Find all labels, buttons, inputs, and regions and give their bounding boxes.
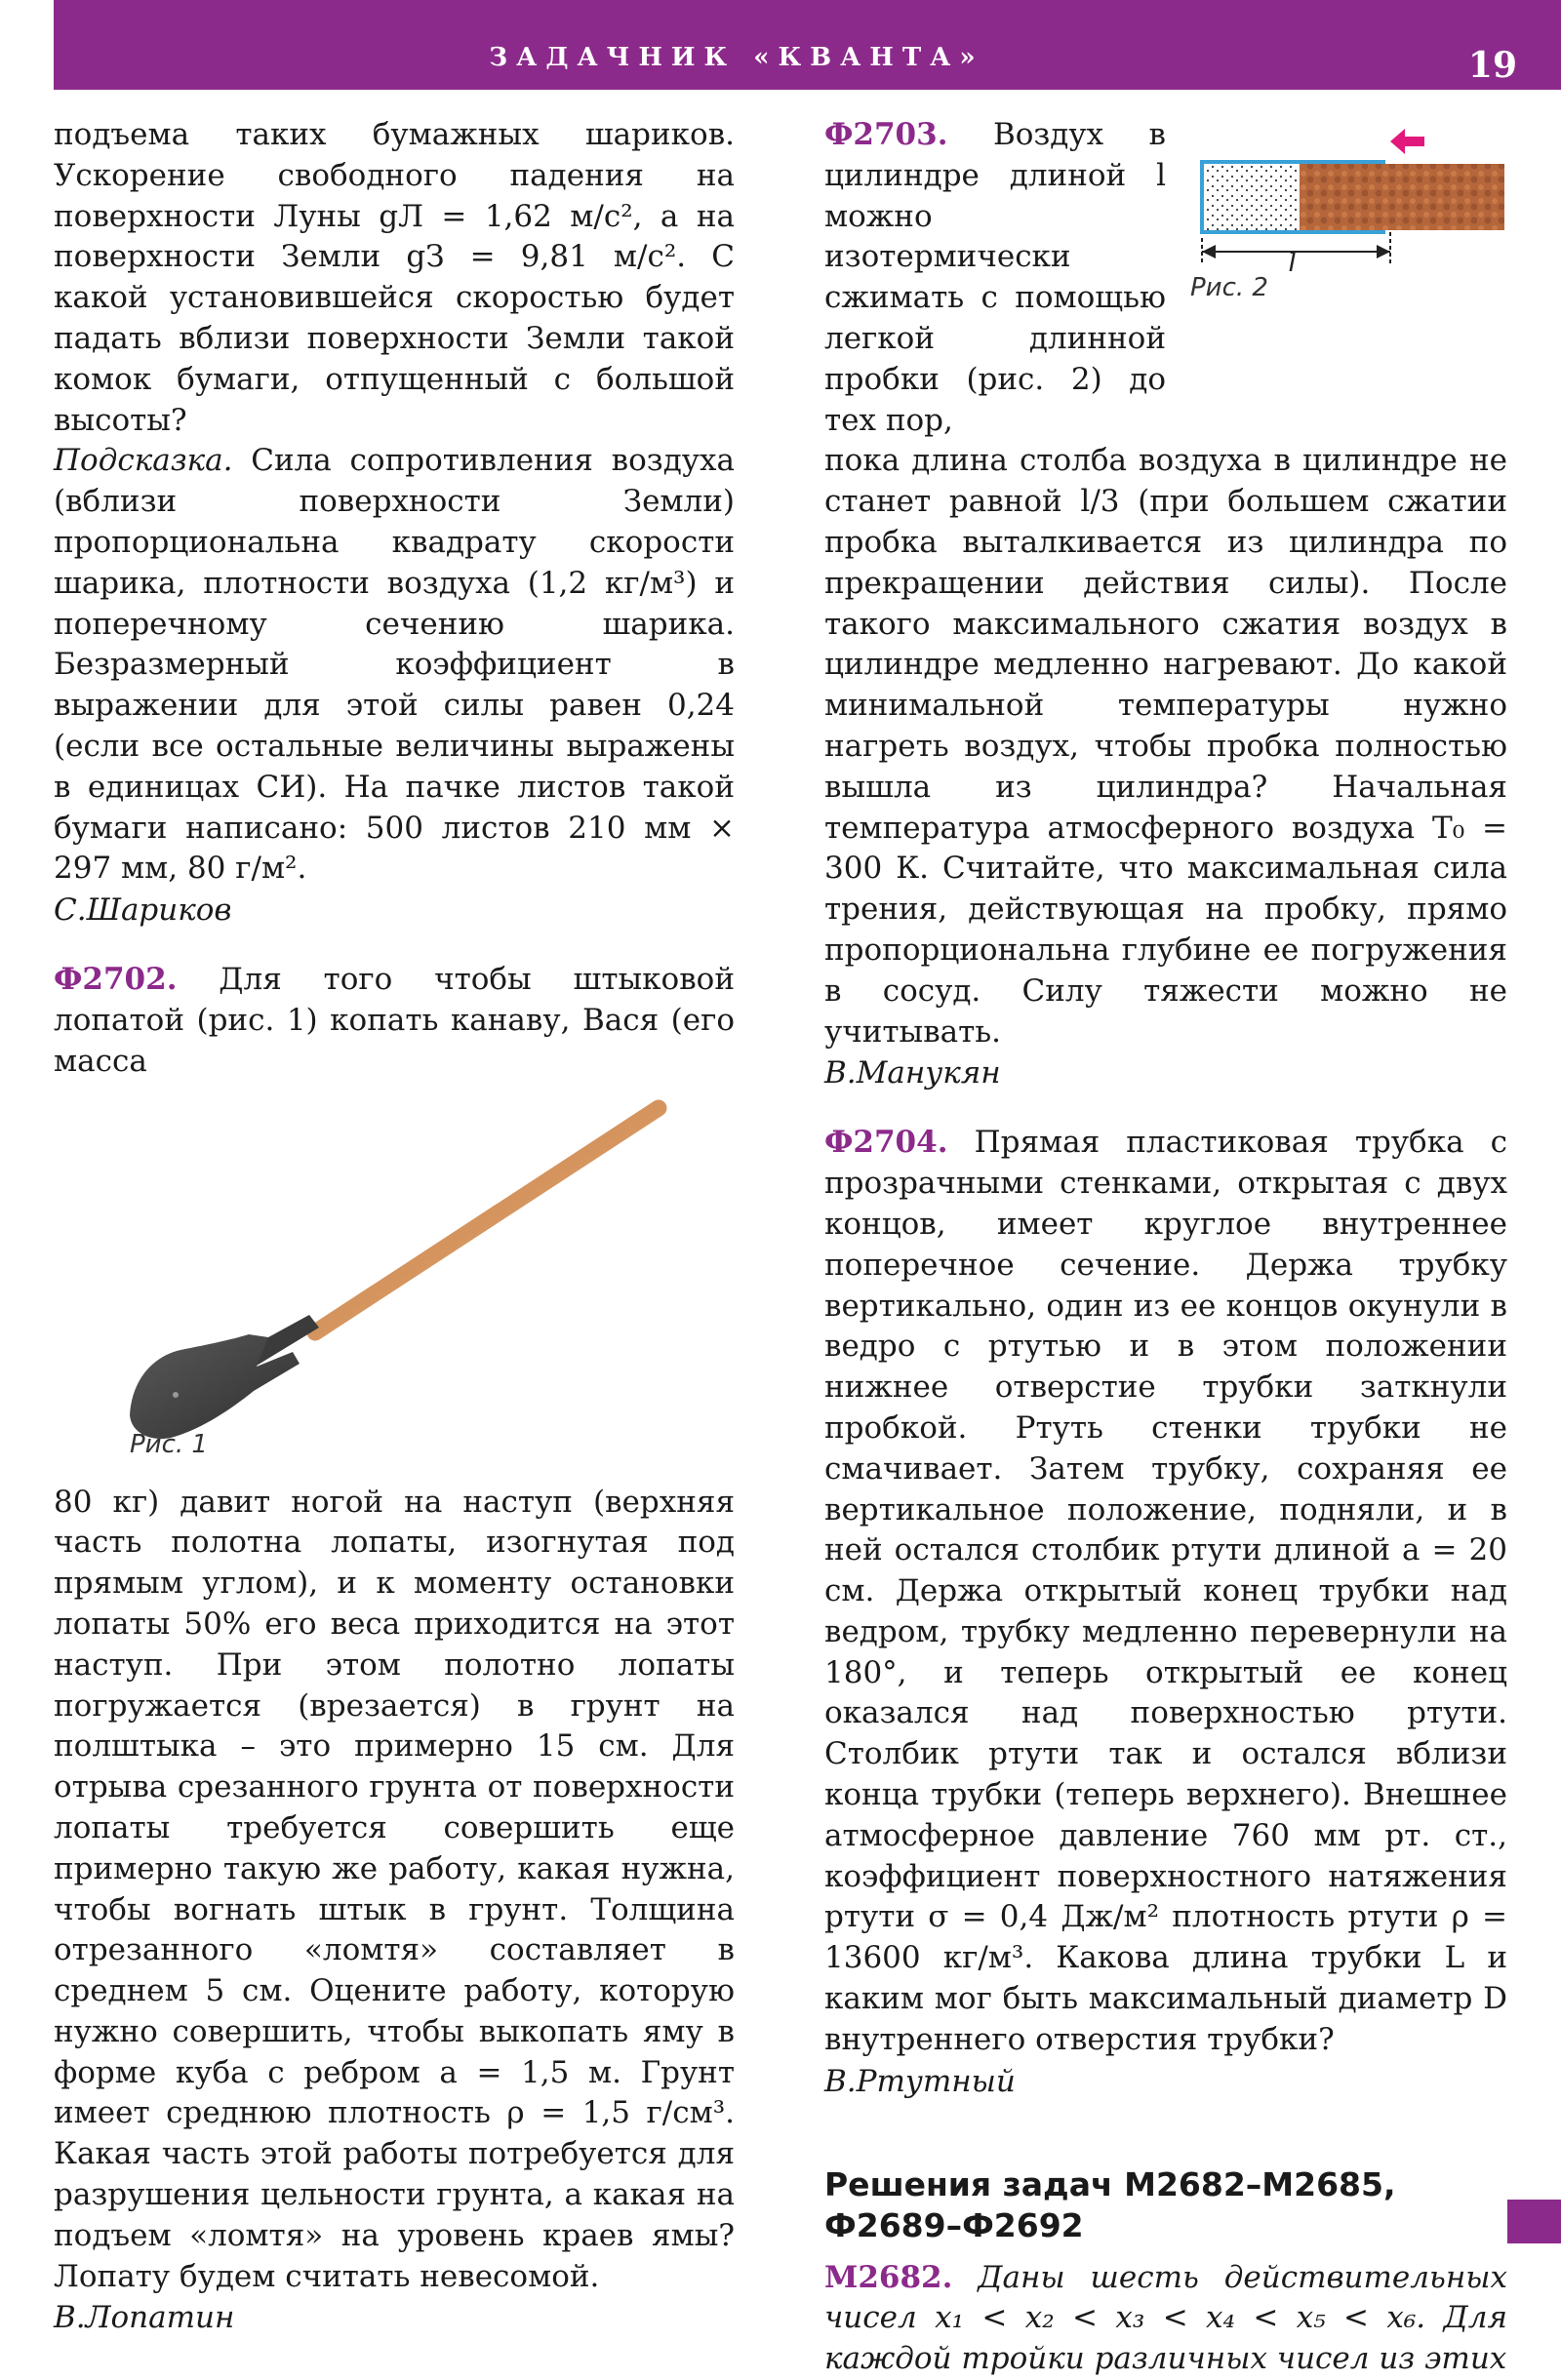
problem-f2704: [824, 1123, 1507, 2060]
air-column: [1202, 164, 1300, 230]
problem-id-f2703: Ф2703.: [824, 117, 948, 152]
problem-id-m2682: М2682.: [824, 2259, 953, 2295]
shovel-handle: [315, 1108, 659, 1332]
figure-2-caption: Рис. 2: [1190, 273, 1268, 302]
hint-label: Подсказка.: [54, 443, 233, 479]
figure-2-length-label: l: [1288, 248, 1297, 271]
author-sharikov: С.Шариков: [54, 892, 232, 929]
right-column: [824, 115, 1507, 2380]
problem-id-f2704: Ф2704.: [824, 1125, 948, 1161]
problem-id-f2702: Ф2702.: [54, 962, 178, 998]
journal-section-title: ЗАДАЧНИК «КВАНТА»: [489, 43, 984, 72]
cylinder-illustration: [1190, 115, 1507, 271]
author-rtutny: В.Ртутный: [824, 2063, 1016, 2099]
left-column: [54, 115, 735, 2338]
solutions-heading-line2: Ф2689–Ф2692: [824, 2205, 1084, 2244]
page-header: [54, 0, 1561, 90]
problem-f2703-top: [824, 115, 1507, 441]
f2703-text-top: Воздух в цилиндре длиной l можно изотермически сжимать с помощью легкой длинной пробки (рис. 2) до тех пор,: [824, 117, 1166, 438]
author-lopatin: В.Лопатин: [54, 2300, 235, 2336]
f2704-text: Прямая пластиковая трубка с прозрачными стенками, открытая с двух концов, имеет круглое внутреннее поперечное сечение. Держа трубку вертикально, один из ее концов окунули в ведро с ртутью и в этом положении нижнее отверстие трубки заткнули пробкой. Ртуть стенки трубки не смачивает. Затем трубку, сохраняя ее вертикальное положение, подняли, и в ней остался столбик ртути длиной a = 20 см. Держа открытый конец трубки над ведром, трубку медленно перевернули на 180°, и теперь открытый ее конец оказался над поверхностью ртути. Столбик ртути так и остался вблизи конца трубки (теперь верхнего). Внешнее атмосферное давление 760 мм рт. ст., коэффициент поверхностного натяжения ртути σ = 0,4 Дж/м² плотность ртути ρ = 13600 кг/м³. Какова длина трубки L и каким мог быть максимальный диаметр D внутреннего отверстия трубки?: [824, 1125, 1507, 2057]
figure-2-cylinder: [1190, 115, 1507, 310]
arrow-icon: [1390, 129, 1424, 154]
page-number: 19: [1467, 45, 1517, 86]
shovel-illustration: [54, 1089, 735, 1479]
m2682-text: Даны шесть действительных чисел x₁ < x₂ < x₃ < x₄ < x₅ < x₆. Для каждой тройки различных чисел из этих: [824, 2259, 1507, 2377]
f2702-text-before: Для того чтобы штыковой лопатой (рис. 1) копать канаву, Вася (его масса: [54, 962, 735, 1079]
f2703-intro: [824, 115, 1166, 441]
hint-paragraph: [54, 441, 735, 890]
problem-f2701-continuation: подъема таких бумажных шариков. Ускорение свободного падения на поверхности Луны gЛ = 1,62 м/с², а на поверхности Земли gЗ = 9,81 м/с². С какой установившейся скоростью будет падать вблизи поверхности Земли такой комок бумаги, отпущенный с большой высоты?: [54, 117, 735, 438]
author-manukyan: В.Манукян: [824, 1055, 1001, 1091]
figure-1-shovel: [54, 1089, 735, 1479]
problem-f2703-body: пока длина столба воздуха в цилиндре не станет равной l/3 (при большем сжатии пробка выталкивается из цилиндра по прекращении действия силы). После такого максимального сжатия воздух в цилиндре медленно нагревают. До какой минимальной температуры нужно нагреть воздух, чтобы пробка полностью вышла из цилиндра? Начальная температура атмосферного воздуха T₀ = 300 К. Считайте, что максимальная сила трения, действующая на пробку, прямо пропорциональна глубине ее погружения в сосуд. Силу тяжести можно не учитывать.: [824, 443, 1507, 1050]
problem-f2702-body: 80 кг) давит ногой на наступ (верхняя часть полотна лопаты, изогнутая под прямым углом), и к моменту остановки лопаты 50% его веса приходится на этот наступ. При этом полотно лопаты погружается (врезается) в грунт на полштыка – это примерно 15 см. Для отрыва срезанного грунта от поверхности лопаты требуется совершить еще примерно такую же работу, какая нужна, чтобы вогнать штык в грунт. Толщина отрезанного «ломтя» составляет в среднем 5 см. Оцените работу, которую нужно совершить, чтобы выкопать яму в форме куба с ребром a = 1,5 м. Грунт имеет среднюю плотность ρ = 1,5 г/см³. Какая часть этой работы потребуется для разрушения цельности грунта, а какая на подъем «ломтя» на уровень краев ямы? Лопату будем считать невесомой.: [54, 1484, 735, 2294]
figure-1-caption: Рис. 1: [130, 1429, 208, 1459]
corner-accent-block: [1507, 2200, 1561, 2243]
cork-plug: [1300, 164, 1504, 230]
problem-f2702-intro: [54, 960, 735, 1082]
solution-m2682: [824, 2258, 1507, 2380]
solutions-heading-line1: Решения задач М2682–М2685,: [824, 2164, 1396, 2203]
hint-text: Сила сопротивления воздуха (вблизи поверхности Земли) пропорциональна квадрату скорости шарика, плотности воздуха (1,2 кг/м³) и поперечному сечению шарика. Безразмерный коэффициент в выражении для этой силы равен 0,24 (если все остальные величины выражены в единицах СИ). На пачке листов такой бумаги написано: 500 листов 210 мм × 297 мм, 80 г/м².: [54, 443, 735, 887]
